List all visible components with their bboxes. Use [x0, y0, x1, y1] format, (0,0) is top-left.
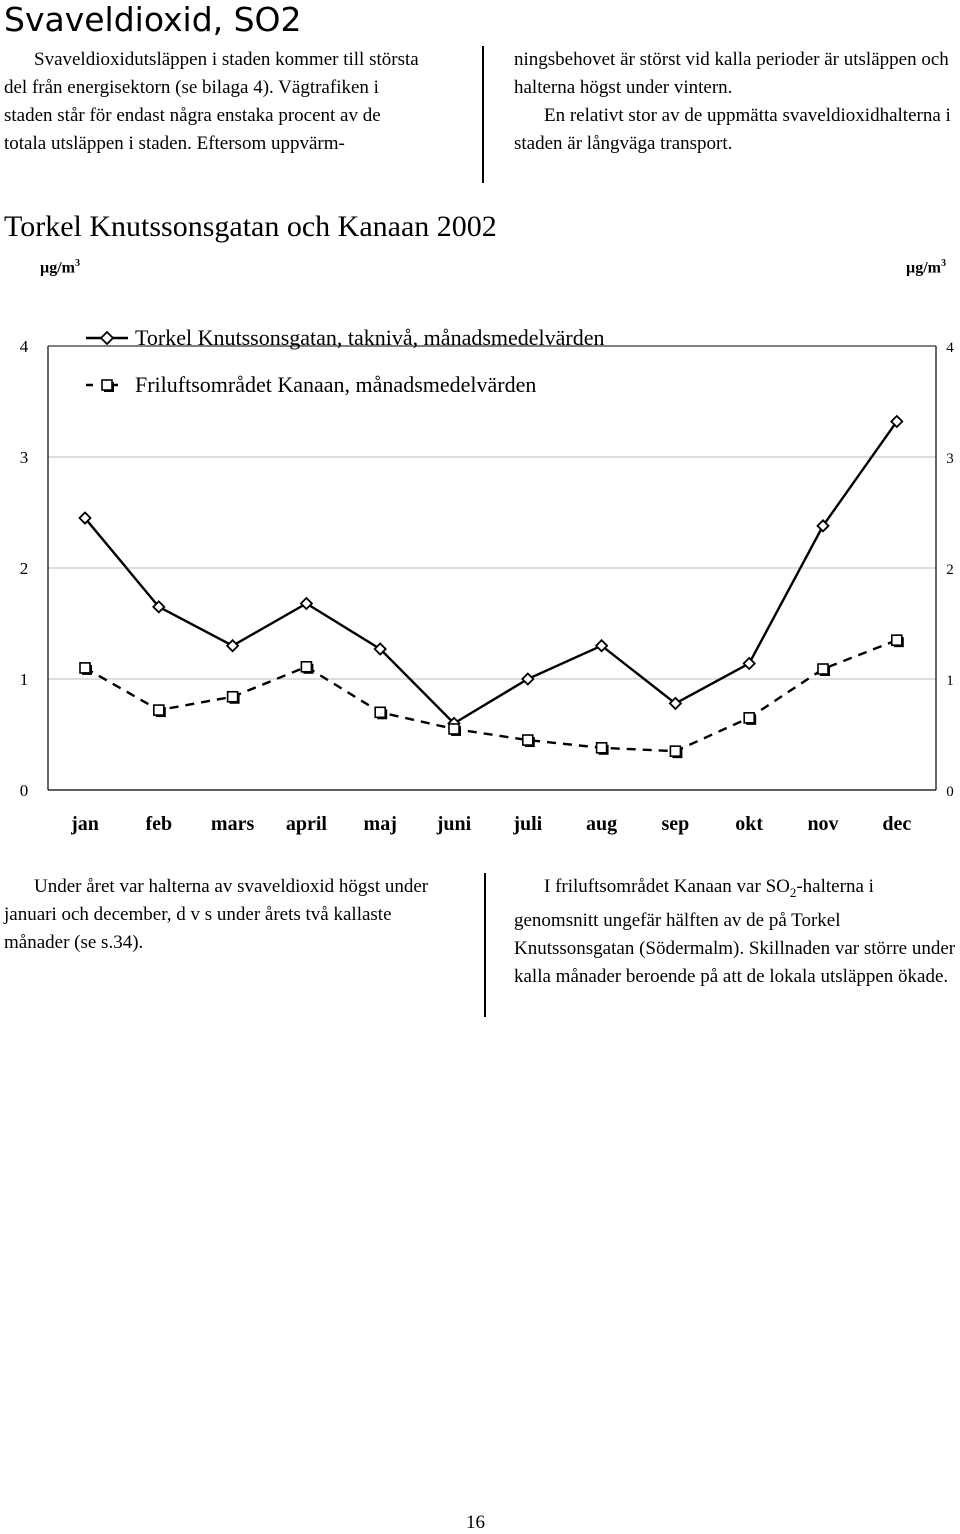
- y-tick-left-2: 2: [19, 559, 29, 578]
- y-tick-left-1: 1: [19, 670, 29, 689]
- y-axis-unit-right: $\mu g/m^3$: [906, 258, 946, 277]
- series-2-point-juni: [449, 724, 459, 734]
- series-2-point-juli: [523, 735, 533, 745]
- series-2-point-april: [301, 662, 311, 672]
- chart-title: Torkel Knutssonsgatan och Kanaan 2002: [4, 210, 497, 243]
- y-axis-unit-left: $\mu g/m^3$: [40, 258, 80, 277]
- series-1-point-mars: [227, 640, 238, 651]
- bottom-right-column: [514, 873, 956, 991]
- series-1-point-april: [301, 598, 312, 609]
- x-tick-mars: mars: [210, 813, 255, 835]
- x-tick-aug: aug: [586, 813, 618, 835]
- y-tick-left-3: 3: [19, 448, 29, 467]
- series-line-2: [85, 640, 897, 751]
- y-tick-right-4: 4: [946, 340, 954, 356]
- series-2-point-okt: [744, 713, 754, 723]
- bottom-right-text: I friluftsområdet Kanaan var $SO_2$-halterna i genomsnitt ungefär hälften av de på Torkel Knutssonsgatan (Södermalm). Skillnaden var större under kalla månader beroende på att de lokala utsläppen ökade.: [514, 876, 956, 987]
- series-1-point-juli: [522, 674, 533, 685]
- page-heading: Svaveldioxid, SO2: [4, 0, 302, 39]
- legend-marker-2: [102, 380, 112, 390]
- series-2-point-dec: [892, 635, 902, 645]
- series-line-1: [85, 421, 897, 723]
- series-1-point-okt: [744, 658, 755, 669]
- line-chart: [0, 290, 960, 850]
- intro-right-column: [514, 46, 956, 158]
- legend: [86, 325, 605, 397]
- intro-left-column: [4, 46, 422, 158]
- series-2-point-mars: [228, 692, 238, 702]
- column-divider-top: [482, 46, 484, 183]
- series-2-point-feb: [154, 705, 164, 715]
- intro-left-text: Svaveldioxidutsläppen i staden kommer till största del från energisektorn (se bilaga 4). Vägtrafiken i staden står för endast några enstaka procent av de totala utsläppen i staden. Eftersom uppvärm-: [4, 49, 419, 154]
- data-series: [80, 416, 904, 758]
- x-tick-dec: dec: [882, 813, 912, 835]
- legend-label-1: Torkel Knutssonsgatan, taknivå, månadsmedelvärden: [135, 325, 605, 350]
- page-number: 16: [466, 1512, 485, 1533]
- x-tick-okt: okt: [735, 813, 764, 835]
- x-tick-feb: feb: [145, 813, 173, 835]
- y-tick-right-1: 1: [946, 673, 954, 689]
- y-tick-right-3: 3: [946, 451, 954, 467]
- legend-label-2: Friluftsområdet Kanaan, månadsmedelvärden: [135, 372, 537, 397]
- x-tick-sep: sep: [661, 813, 690, 835]
- x-tick-maj: maj: [363, 813, 397, 835]
- y-tick-right-0: 0: [946, 784, 954, 800]
- x-tick-nov: nov: [807, 813, 839, 835]
- bottom-left-text: Under året var halterna av svaveldioxid högst under januari och december, d v s under årets två kallaste månader (se s.34).: [4, 876, 429, 953]
- y-tick-left-0: 0: [19, 781, 29, 800]
- y-tick-left-4: 4: [19, 337, 29, 356]
- y-tick-right-2: 2: [946, 562, 954, 578]
- x-tick-jan: jan: [71, 813, 99, 835]
- x-tick-juni: juni: [436, 813, 472, 835]
- legend-marker-1: [101, 332, 113, 344]
- x-tick-april: april: [285, 813, 327, 835]
- series-2-point-sep: [670, 746, 680, 756]
- intro-right-text-2: En relativt stor av de uppmätta svaveldioxidhalterna i staden är långväga transport.: [514, 105, 951, 154]
- series-2-point-nov: [818, 664, 828, 674]
- x-tick-juli: juli: [513, 813, 543, 835]
- series-2-point-aug: [597, 743, 607, 753]
- x-tick-labels: [70, 813, 911, 835]
- intro-right-text-1: ningsbehovet är störst vid kalla perioder är utsläppen och halterna högst under vintern.: [514, 49, 949, 98]
- series-2-point-jan: [80, 663, 90, 673]
- column-divider-bottom: [484, 873, 486, 1017]
- bottom-left-column: [4, 873, 444, 957]
- series-2-point-maj: [375, 707, 385, 717]
